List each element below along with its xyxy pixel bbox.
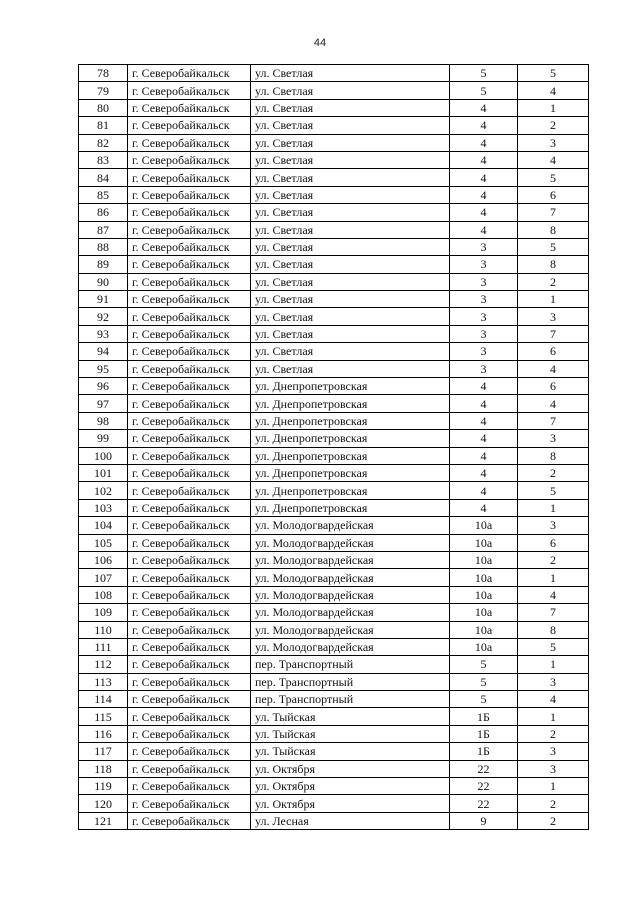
house-number-cell: 3 — [450, 308, 518, 325]
city-cell: г. Северобайкальск — [128, 812, 251, 829]
city-cell: г. Северобайкальск — [128, 325, 251, 342]
table-row — [79, 308, 589, 325]
city-cell: г. Северобайкальск — [128, 447, 251, 464]
apartment-number-cell: 1 — [518, 708, 589, 725]
house-number-cell: 10а — [450, 569, 518, 586]
house-number-cell: 4 — [450, 430, 518, 447]
city-cell: г. Северобайкальск — [128, 569, 251, 586]
table-row — [79, 82, 589, 99]
apartment-number-cell: 1 — [518, 569, 589, 586]
city-cell: г. Северобайкальск — [128, 151, 251, 168]
city-cell: г. Северобайкальск — [128, 795, 251, 812]
street-cell: ул. Тыйская — [251, 743, 450, 760]
table-row — [79, 186, 589, 203]
city-cell: г. Северобайкальск — [128, 551, 251, 568]
table-row — [79, 691, 589, 708]
street-cell: ул. Светлая — [251, 221, 450, 238]
row-number: 114 — [79, 691, 128, 708]
street-cell: ул. Светлая — [251, 204, 450, 221]
apartment-number-cell: 1 — [518, 99, 589, 116]
row-number: 113 — [79, 673, 128, 690]
apartment-number-cell: 8 — [518, 447, 589, 464]
apartment-number-cell: 2 — [518, 812, 589, 829]
city-cell: г. Северобайкальск — [128, 256, 251, 273]
street-cell: ул. Молодогвардейская — [251, 638, 450, 655]
table-row — [79, 378, 589, 395]
table-row — [79, 586, 589, 603]
apartment-number-cell: 6 — [518, 343, 589, 360]
city-cell: г. Северобайкальск — [128, 725, 251, 742]
table-row — [79, 238, 589, 255]
apartment-number-cell: 8 — [518, 221, 589, 238]
row-number: 93 — [79, 325, 128, 342]
table-row — [79, 673, 589, 690]
city-cell: г. Северобайкальск — [128, 117, 251, 134]
street-cell: ул. Светлая — [251, 238, 450, 255]
apartment-number-cell: 7 — [518, 604, 589, 621]
row-number: 82 — [79, 134, 128, 151]
city-cell: г. Северобайкальск — [128, 204, 251, 221]
city-cell: г. Северобайкальск — [128, 412, 251, 429]
table-row — [79, 464, 589, 481]
apartment-number-cell: 4 — [518, 82, 589, 99]
table-row — [79, 551, 589, 568]
row-number: 104 — [79, 517, 128, 534]
row-number: 79 — [79, 82, 128, 99]
table-row — [79, 65, 589, 82]
street-cell: пер. Транспортный — [251, 656, 450, 673]
apartment-number-cell: 7 — [518, 412, 589, 429]
street-cell: ул. Днепропетровская — [251, 430, 450, 447]
table-row — [79, 134, 589, 151]
apartment-number-cell: 2 — [518, 551, 589, 568]
city-cell: г. Северобайкальск — [128, 65, 251, 82]
street-cell: ул. Днепропетровская — [251, 378, 450, 395]
row-number: 89 — [79, 256, 128, 273]
table-row — [79, 604, 589, 621]
apartment-number-cell: 1 — [518, 291, 589, 308]
row-number: 85 — [79, 186, 128, 203]
house-number-cell: 4 — [450, 412, 518, 429]
apartment-number-cell: 3 — [518, 430, 589, 447]
table-row — [79, 482, 589, 499]
street-cell: ул. Молодогвардейская — [251, 604, 450, 621]
street-cell: ул. Октября — [251, 778, 450, 795]
row-number: 103 — [79, 499, 128, 516]
apartment-number-cell: 3 — [518, 308, 589, 325]
house-number-cell: 3 — [450, 360, 518, 377]
row-number: 94 — [79, 343, 128, 360]
city-cell: г. Северобайкальск — [128, 586, 251, 603]
apartment-number-cell: 4 — [518, 691, 589, 708]
street-cell: ул. Молодогвардейская — [251, 517, 450, 534]
row-number: 107 — [79, 569, 128, 586]
table-row — [79, 795, 589, 812]
row-number: 84 — [79, 169, 128, 186]
table-row — [79, 117, 589, 134]
row-number: 86 — [79, 204, 128, 221]
city-cell: г. Северобайкальск — [128, 708, 251, 725]
street-cell: ул. Молодогвардейская — [251, 551, 450, 568]
house-number-cell: 9 — [450, 812, 518, 829]
table-row — [79, 221, 589, 238]
table-row — [79, 743, 589, 760]
house-number-cell: 5 — [450, 673, 518, 690]
street-cell: ул. Светлая — [251, 291, 450, 308]
city-cell: г. Северобайкальск — [128, 482, 251, 499]
street-cell: пер. Транспортный — [251, 691, 450, 708]
city-cell: г. Северобайкальск — [128, 395, 251, 412]
house-number-cell: 10а — [450, 621, 518, 638]
table-row — [79, 395, 589, 412]
city-cell: г. Северобайкальск — [128, 186, 251, 203]
city-cell: г. Северобайкальск — [128, 430, 251, 447]
house-number-cell: 4 — [450, 482, 518, 499]
apartment-number-cell: 4 — [518, 586, 589, 603]
row-number: 100 — [79, 447, 128, 464]
street-cell: ул. Светлая — [251, 82, 450, 99]
street-cell: ул. Молодогвардейская — [251, 534, 450, 551]
apartment-number-cell: 5 — [518, 238, 589, 255]
city-cell: г. Северобайкальск — [128, 499, 251, 516]
table-row — [79, 151, 589, 168]
table-row — [79, 708, 589, 725]
city-cell: г. Северобайкальск — [128, 621, 251, 638]
house-number-cell: 3 — [450, 273, 518, 290]
house-number-cell: 3 — [450, 325, 518, 342]
page-number: 44 — [313, 37, 327, 49]
house-number-cell: 3 — [450, 291, 518, 308]
house-number-cell: 10а — [450, 517, 518, 534]
apartment-number-cell: 4 — [518, 395, 589, 412]
row-number: 81 — [79, 117, 128, 134]
row-number: 119 — [79, 778, 128, 795]
row-number: 80 — [79, 99, 128, 116]
housing-registry-table — [78, 64, 589, 830]
house-number-cell: 5 — [450, 656, 518, 673]
house-number-cell: 22 — [450, 795, 518, 812]
row-number: 115 — [79, 708, 128, 725]
table-row — [79, 169, 589, 186]
row-number: 88 — [79, 238, 128, 255]
apartment-number-cell: 6 — [518, 186, 589, 203]
house-number-cell: 4 — [450, 499, 518, 516]
city-cell: г. Северобайкальск — [128, 778, 251, 795]
row-number: 90 — [79, 273, 128, 290]
street-cell: ул. Светлая — [251, 273, 450, 290]
row-number: 87 — [79, 221, 128, 238]
street-cell: ул. Светлая — [251, 65, 450, 82]
table-row — [79, 760, 589, 777]
row-number: 95 — [79, 360, 128, 377]
row-number: 109 — [79, 604, 128, 621]
city-cell: г. Северобайкальск — [128, 760, 251, 777]
house-number-cell: 10а — [450, 534, 518, 551]
house-number-cell: 22 — [450, 760, 518, 777]
house-number-cell: 10а — [450, 586, 518, 603]
apartment-number-cell: 3 — [518, 743, 589, 760]
street-cell: пер. Транспортный — [251, 673, 450, 690]
city-cell: г. Северобайкальск — [128, 604, 251, 621]
row-number: 111 — [79, 638, 128, 655]
street-cell: ул. Светлая — [251, 99, 450, 116]
table-row — [79, 638, 589, 655]
street-cell: ул. Светлая — [251, 325, 450, 342]
house-number-cell: 4 — [450, 378, 518, 395]
city-cell: г. Северобайкальск — [128, 99, 251, 116]
row-number: 96 — [79, 378, 128, 395]
table-row — [79, 499, 589, 516]
table-row — [79, 778, 589, 795]
row-number: 91 — [79, 291, 128, 308]
city-cell: г. Северобайкальск — [128, 221, 251, 238]
city-cell: г. Северобайкальск — [128, 673, 251, 690]
city-cell: г. Северобайкальск — [128, 308, 251, 325]
apartment-number-cell: 3 — [518, 517, 589, 534]
house-number-cell: 3 — [450, 343, 518, 360]
house-number-cell: 4 — [450, 221, 518, 238]
street-cell: ул. Светлая — [251, 360, 450, 377]
row-number: 101 — [79, 464, 128, 481]
city-cell: г. Северобайкальск — [128, 343, 251, 360]
row-number: 120 — [79, 795, 128, 812]
apartment-number-cell: 7 — [518, 204, 589, 221]
street-cell: ул. Тыйская — [251, 708, 450, 725]
row-number: 112 — [79, 656, 128, 673]
row-number: 99 — [79, 430, 128, 447]
street-cell: ул. Днепропетровская — [251, 447, 450, 464]
apartment-number-cell: 5 — [518, 169, 589, 186]
house-number-cell: 4 — [450, 134, 518, 151]
table-row — [79, 569, 589, 586]
house-number-cell: 4 — [450, 169, 518, 186]
row-number: 110 — [79, 621, 128, 638]
street-cell: ул. Светлая — [251, 256, 450, 273]
apartment-number-cell: 5 — [518, 65, 589, 82]
table-row — [79, 621, 589, 638]
street-cell: ул. Светлая — [251, 308, 450, 325]
table-row — [79, 99, 589, 116]
street-cell: ул. Светлая — [251, 117, 450, 134]
city-cell: г. Северобайкальск — [128, 743, 251, 760]
house-number-cell: 5 — [450, 65, 518, 82]
city-cell: г. Северобайкальск — [128, 378, 251, 395]
apartment-number-cell: 3 — [518, 760, 589, 777]
city-cell: г. Северобайкальск — [128, 360, 251, 377]
row-number: 83 — [79, 151, 128, 168]
city-cell: г. Северобайкальск — [128, 273, 251, 290]
table-row — [79, 412, 589, 429]
table-row — [79, 447, 589, 464]
house-number-cell: 4 — [450, 204, 518, 221]
apartment-number-cell: 7 — [518, 325, 589, 342]
row-number: 118 — [79, 760, 128, 777]
street-cell: ул. Лесная — [251, 812, 450, 829]
table-body — [79, 65, 589, 830]
street-cell: ул. Молодогвардейская — [251, 569, 450, 586]
street-cell: ул. Днепропетровская — [251, 395, 450, 412]
house-number-cell: 4 — [450, 151, 518, 168]
street-cell: ул. Светлая — [251, 151, 450, 168]
house-number-cell: 3 — [450, 256, 518, 273]
table-row — [79, 812, 589, 829]
city-cell: г. Северобайкальск — [128, 82, 251, 99]
row-number: 98 — [79, 412, 128, 429]
city-cell: г. Северобайкальск — [128, 464, 251, 481]
apartment-number-cell: 2 — [518, 273, 589, 290]
city-cell: г. Северобайкальск — [128, 169, 251, 186]
apartment-number-cell: 5 — [518, 638, 589, 655]
row-number: 106 — [79, 551, 128, 568]
row-number: 108 — [79, 586, 128, 603]
table-row — [79, 534, 589, 551]
house-number-cell: 4 — [450, 395, 518, 412]
street-cell: ул. Молодогвардейская — [251, 621, 450, 638]
table-row — [79, 343, 589, 360]
street-cell: ул. Днепропетровская — [251, 412, 450, 429]
city-cell: г. Северобайкальск — [128, 238, 251, 255]
apartment-number-cell: 4 — [518, 151, 589, 168]
apartment-number-cell: 8 — [518, 256, 589, 273]
apartment-number-cell: 1 — [518, 778, 589, 795]
row-number: 105 — [79, 534, 128, 551]
row-number: 97 — [79, 395, 128, 412]
street-cell: ул. Светлая — [251, 186, 450, 203]
row-number: 117 — [79, 743, 128, 760]
house-number-cell: 4 — [450, 464, 518, 481]
apartment-number-cell: 3 — [518, 673, 589, 690]
row-number: 121 — [79, 812, 128, 829]
street-cell: ул. Днепропетровская — [251, 499, 450, 516]
apartment-number-cell: 5 — [518, 482, 589, 499]
apartment-number-cell: 6 — [518, 378, 589, 395]
city-cell: г. Северобайкальск — [128, 134, 251, 151]
house-number-cell: 5 — [450, 691, 518, 708]
table-row — [79, 360, 589, 377]
table-row — [79, 725, 589, 742]
table-row — [79, 256, 589, 273]
table-row — [79, 656, 589, 673]
city-cell: г. Северобайкальск — [128, 638, 251, 655]
table-row — [79, 325, 589, 342]
city-cell: г. Северобайкальск — [128, 691, 251, 708]
street-cell: ул. Октября — [251, 795, 450, 812]
table-row — [79, 517, 589, 534]
street-cell: ул. Тыйская — [251, 725, 450, 742]
house-number-cell: 10а — [450, 638, 518, 655]
house-number-cell: 3 — [450, 238, 518, 255]
street-cell: ул. Днепропетровская — [251, 482, 450, 499]
apartment-number-cell: 8 — [518, 621, 589, 638]
house-number-cell: 22 — [450, 778, 518, 795]
house-number-cell: 4 — [450, 186, 518, 203]
table-row — [79, 430, 589, 447]
city-cell: г. Северобайкальск — [128, 517, 251, 534]
house-number-cell: 5 — [450, 82, 518, 99]
street-cell: ул. Светлая — [251, 134, 450, 151]
house-number-cell: 4 — [450, 117, 518, 134]
house-number-cell: 10а — [450, 551, 518, 568]
house-number-cell: 4 — [450, 99, 518, 116]
house-number-cell: 1Б — [450, 725, 518, 742]
row-number: 116 — [79, 725, 128, 742]
apartment-number-cell: 4 — [518, 360, 589, 377]
street-cell: ул. Октября — [251, 760, 450, 777]
apartment-number-cell: 6 — [518, 534, 589, 551]
row-number: 78 — [79, 65, 128, 82]
street-cell: ул. Молодогвардейская — [251, 586, 450, 603]
apartment-number-cell: 2 — [518, 725, 589, 742]
row-number: 92 — [79, 308, 128, 325]
apartment-number-cell: 1 — [518, 499, 589, 516]
table-row — [79, 204, 589, 221]
city-cell: г. Северобайкальск — [128, 534, 251, 551]
street-cell: ул. Днепропетровская — [251, 464, 450, 481]
table-row — [79, 273, 589, 290]
apartment-number-cell: 2 — [518, 117, 589, 134]
apartment-number-cell: 2 — [518, 795, 589, 812]
house-number-cell: 1Б — [450, 708, 518, 725]
street-cell: ул. Светлая — [251, 169, 450, 186]
table-row — [79, 291, 589, 308]
house-number-cell: 10а — [450, 604, 518, 621]
city-cell: г. Северобайкальск — [128, 291, 251, 308]
house-number-cell: 4 — [450, 447, 518, 464]
street-cell: ул. Светлая — [251, 343, 450, 360]
row-number: 102 — [79, 482, 128, 499]
city-cell: г. Северобайкальск — [128, 656, 251, 673]
house-number-cell: 1Б — [450, 743, 518, 760]
apartment-number-cell: 3 — [518, 134, 589, 151]
apartment-number-cell: 1 — [518, 656, 589, 673]
apartment-number-cell: 2 — [518, 464, 589, 481]
